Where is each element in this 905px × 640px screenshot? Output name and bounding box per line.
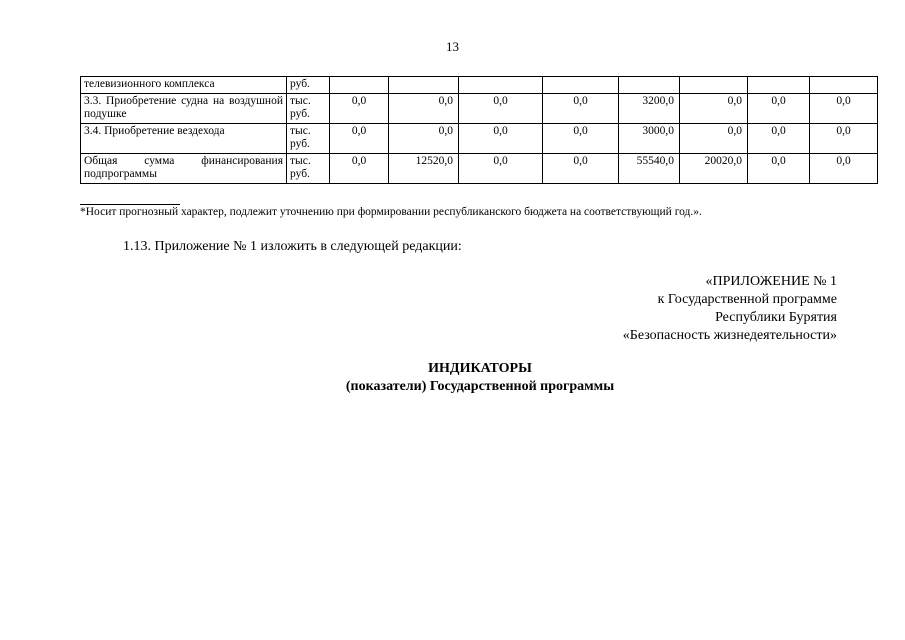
row-value: [810, 77, 878, 94]
row-value: 55540,0: [619, 154, 680, 184]
row-value: 0,0: [748, 124, 810, 154]
table-row: [81, 154, 878, 184]
row-value: 0,0: [680, 124, 748, 154]
row-value: 0,0: [330, 154, 389, 184]
appendix-line: «ПРИЛОЖЕНИЕ № 1: [705, 274, 837, 289]
appendix-line: Республики Бурятия: [715, 310, 837, 325]
row-name: 3.4. Приобретение вездехода: [81, 124, 287, 154]
row-value: 0,0: [543, 94, 619, 124]
title-line: ИНДИКАТОРЫ: [428, 361, 532, 376]
table-row: [81, 124, 878, 154]
row-value: 0,0: [459, 124, 543, 154]
financing-table: [80, 76, 878, 184]
row-value: [619, 77, 680, 94]
row-unit: тыс. руб.: [287, 124, 330, 154]
row-unit: тыс. руб.: [287, 94, 330, 124]
row-value: 0,0: [810, 154, 878, 184]
table-row: [81, 94, 878, 124]
appendix-line: «Безопасность жизнедеятельности»: [622, 328, 837, 343]
footnote-divider: [80, 204, 180, 205]
footnote: *Носит прогнозный характер, подлежит уточнению при формировании республиканского бюджета на соответствующий год.».: [80, 206, 702, 218]
row-name: телевизионного комплекса: [81, 77, 287, 94]
row-value: [543, 77, 619, 94]
row-value: 0,0: [389, 94, 459, 124]
appendix-line: к Государственной программе: [657, 292, 837, 307]
row-value: [680, 77, 748, 94]
row-value: 0,0: [389, 124, 459, 154]
row-value: [459, 77, 543, 94]
row-value: 0,0: [680, 94, 748, 124]
row-unit: руб.: [287, 77, 330, 94]
amendment-paragraph: 1.13. Приложение № 1 изложить в следующей редакции:: [123, 239, 462, 254]
row-value: 0,0: [748, 94, 810, 124]
row-value: 0,0: [330, 94, 389, 124]
row-value: [389, 77, 459, 94]
title-line: (показатели) Государственной программы: [345, 379, 615, 394]
row-value: 0,0: [748, 154, 810, 184]
row-value: 3200,0: [619, 94, 680, 124]
row-value: 20020,0: [680, 154, 748, 184]
page-number: 13: [446, 39, 459, 54]
row-value: 0,0: [330, 124, 389, 154]
row-name: 3.3. Приобретение судна на воздушной подушке: [81, 94, 287, 124]
row-unit: тыс. руб.: [287, 154, 330, 184]
document-title: [0, 360, 905, 396]
row-value: [330, 77, 389, 94]
row-value: 12520,0: [389, 154, 459, 184]
row-value: 0,0: [810, 94, 878, 124]
row-value: 3000,0: [619, 124, 680, 154]
row-value: 0,0: [810, 124, 878, 154]
row-value: 0,0: [459, 154, 543, 184]
row-value: 0,0: [543, 154, 619, 184]
table-row: [81, 77, 878, 94]
row-value: 0,0: [459, 94, 543, 124]
row-value: [748, 77, 810, 94]
row-name: Общая сумма финансирования подпрограммы: [81, 154, 287, 184]
row-value: 0,0: [543, 124, 619, 154]
appendix-header: [623, 273, 837, 345]
